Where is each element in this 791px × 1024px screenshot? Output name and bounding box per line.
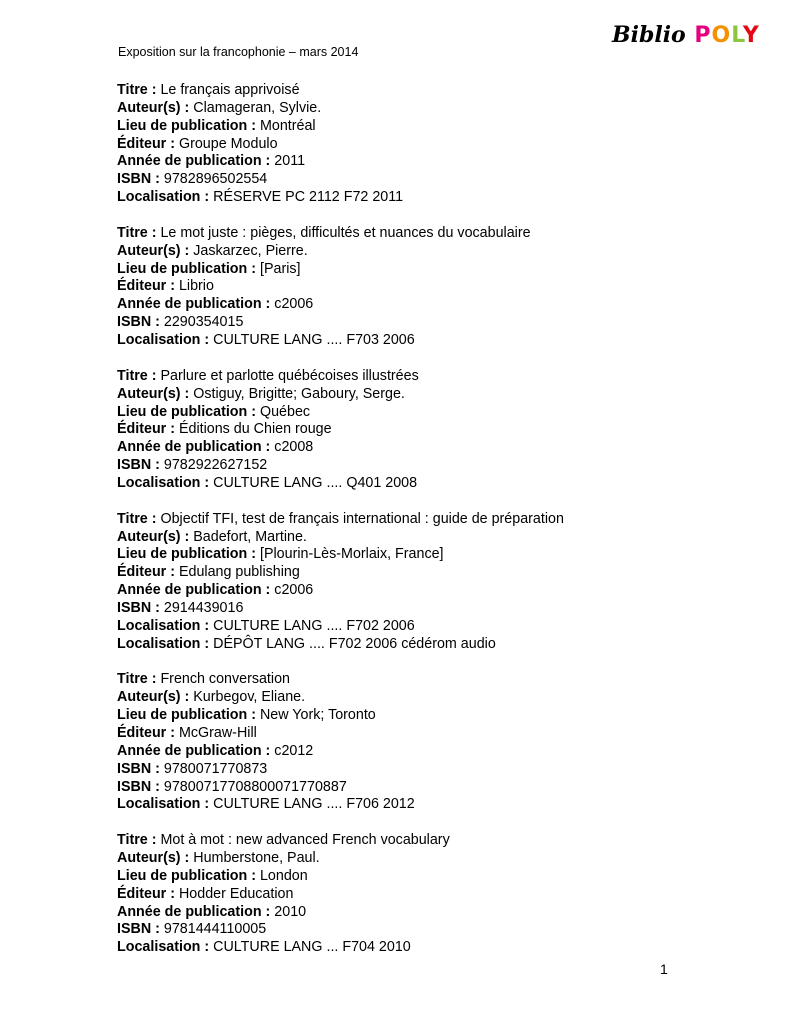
entry-field (117, 796, 757, 814)
page-number: 1 (660, 961, 668, 977)
entry-field (117, 118, 757, 136)
entry-field (117, 904, 757, 922)
entry-field (117, 368, 757, 386)
field-label: Localisation : (117, 939, 210, 956)
entry-field (117, 707, 757, 725)
entry-field (117, 725, 757, 743)
field-label: Localisation : (117, 617, 210, 634)
field-value: Québec (259, 403, 311, 420)
field-value: Edulang publishing (178, 564, 300, 581)
field-label: Auteur(s) : (117, 385, 190, 402)
book-entry (117, 671, 757, 814)
entry-field (117, 921, 757, 939)
entry-field (117, 136, 757, 154)
book-entry (117, 832, 757, 957)
field-value: RÉSERVE PC 2112 F72 2011 (213, 189, 404, 206)
logo-poly-letter: P (694, 23, 712, 48)
field-label: Lieu de publication : (117, 260, 256, 277)
entry-field (117, 779, 757, 797)
field-label: Titre : (117, 82, 157, 98)
field-value: CULTURE LANG .... F702 2006 (213, 617, 415, 634)
entry-field (117, 886, 757, 904)
field-label: Lieu de publication : (117, 403, 256, 420)
field-value: 2010 (274, 903, 307, 920)
field-label: Éditeur : (117, 885, 175, 902)
field-label: Titre : (117, 510, 157, 527)
entry-field (117, 439, 757, 457)
field-label: Auteur(s) : (117, 850, 190, 867)
field-value: Librio (178, 278, 214, 295)
field-value: 9782896502554 (163, 171, 268, 188)
field-value: c2012 (274, 742, 314, 759)
field-value: c2006 (274, 582, 314, 599)
field-label: Lieu de publication : (117, 867, 256, 884)
field-label: Année de publication : (117, 582, 271, 599)
entry-field (117, 636, 757, 654)
field-value: [Plourin-Lès-Morlaix, France] (259, 546, 444, 563)
field-label: Année de publication : (117, 153, 271, 170)
field-value: c2006 (274, 296, 314, 313)
entry-field (117, 100, 757, 118)
field-label: Lieu de publication : (117, 707, 256, 724)
field-label: Année de publication : (117, 296, 271, 313)
bibliopoly-logo (612, 22, 760, 50)
field-label: Lieu de publication : (117, 546, 256, 563)
field-value: Le français apprivoisé (160, 82, 300, 98)
field-label: Auteur(s) : (117, 528, 190, 545)
entry-field (117, 332, 757, 350)
field-value: 97800717708800071770887 (163, 778, 347, 795)
entry-field (117, 939, 757, 957)
field-value: [Paris] (259, 260, 301, 277)
field-value: DÉPÔT LANG .... F702 2006 cédérom audio (213, 635, 496, 652)
document-header: Exposition sur la francophonie – mars 2014 (118, 45, 359, 59)
field-value: Hodder Education (178, 885, 294, 902)
entry-field (117, 314, 757, 332)
field-value: London (259, 867, 308, 884)
field-label: Lieu de publication : (117, 117, 256, 134)
entry-field (117, 743, 757, 761)
field-value: Clamageran, Sylvie. (193, 99, 322, 116)
field-value: Jaskarzec, Pierre. (193, 242, 308, 259)
field-label: ISBN : (117, 921, 160, 938)
field-label: Localisation : (117, 796, 210, 813)
field-label: Localisation : (117, 331, 210, 348)
field-value: 2914439016 (163, 599, 244, 616)
entry-field (117, 582, 757, 600)
field-value: 9782922627152 (163, 457, 268, 474)
field-label: Localisation : (117, 189, 210, 206)
entry-field (117, 511, 757, 529)
field-label: ISBN : (117, 778, 160, 795)
entry-field (117, 171, 757, 189)
field-value: Le mot juste : pièges, difficultés et nuances du vocabulaire (160, 224, 531, 241)
field-label: Localisation : (117, 635, 210, 652)
field-label: Titre : (117, 671, 157, 688)
book-entry (117, 82, 757, 207)
field-value: 2290354015 (163, 314, 244, 331)
field-label: Titre : (117, 832, 157, 849)
entry-field (117, 761, 757, 779)
field-label: Éditeur : (117, 421, 175, 438)
book-entry (117, 225, 757, 350)
field-label: Éditeur : (117, 135, 175, 152)
field-label: Éditeur : (117, 725, 175, 741)
field-value: Éditions du Chien rouge (178, 421, 332, 438)
field-value: McGraw-Hill (178, 725, 257, 741)
entry-field (117, 386, 757, 404)
field-value: Parlure et parlotte québécoises illustrées (160, 367, 419, 384)
field-label: ISBN : (117, 457, 160, 474)
entry-field (117, 82, 757, 100)
entry-field (117, 618, 757, 636)
field-value: Kurbegov, Eliane. (193, 689, 306, 706)
logo-poly-letter: Y (742, 23, 760, 48)
field-value: CULTURE LANG .... F706 2012 (213, 796, 415, 813)
field-value: 9781444110005 (163, 921, 267, 938)
entry-field (117, 671, 757, 689)
field-value: Ostiguy, Brigitte; Gaboury, Serge. (193, 385, 405, 402)
entry-field (117, 850, 757, 868)
entry-field (117, 153, 757, 171)
field-value: Humberstone, Paul. (193, 850, 320, 867)
entry-field (117, 189, 757, 207)
field-value: Mot à mot : new advanced French vocabulary (160, 832, 450, 849)
logo-poly-letter: L (731, 23, 743, 48)
book-entry (117, 511, 757, 654)
entry-field (117, 600, 757, 618)
entry-field (117, 278, 757, 296)
field-value: French conversation (160, 671, 290, 688)
field-value: 9780071770873 (163, 760, 268, 777)
field-label: ISBN : (117, 171, 160, 188)
entry-field (117, 421, 757, 439)
field-label: Éditeur : (117, 278, 175, 295)
field-label: Année de publication : (117, 742, 271, 759)
entry-field (117, 689, 757, 707)
entry-field (117, 475, 757, 493)
field-label: ISBN : (117, 760, 160, 777)
field-value: CULTURE LANG .... F703 2006 (213, 331, 415, 348)
field-value: CULTURE LANG ... F704 2010 (213, 939, 411, 956)
field-label: Année de publication : (117, 439, 271, 456)
logo-biblio-text: Biblio (612, 22, 686, 48)
field-value: Objectif TFI, test de français international : guide de préparation (160, 510, 564, 527)
entry-field (117, 404, 757, 422)
entry-field (117, 225, 757, 243)
field-label: Localisation : (117, 474, 210, 491)
entry-field (117, 457, 757, 475)
field-label: ISBN : (117, 599, 160, 616)
entry-field (117, 261, 757, 279)
entry-field (117, 529, 757, 547)
field-value: CULTURE LANG .... Q401 2008 (213, 474, 418, 491)
entry-field (117, 296, 757, 314)
field-label: Auteur(s) : (117, 242, 190, 259)
field-label: Auteur(s) : (117, 99, 190, 116)
entry-field (117, 868, 757, 886)
field-label: Éditeur : (117, 564, 175, 581)
logo-poly-letter: O (711, 23, 732, 48)
field-value: New York; Toronto (259, 707, 376, 724)
logo-poly-text (686, 23, 760, 48)
entry-field (117, 243, 757, 261)
entry-field (117, 546, 757, 564)
field-label: Auteur(s) : (117, 689, 190, 706)
field-value: c2008 (274, 439, 314, 456)
field-label: Titre : (117, 224, 157, 241)
book-entry (117, 368, 757, 493)
field-label: Année de publication : (117, 903, 271, 920)
bibliography-list (117, 82, 757, 975)
field-value: 2011 (274, 153, 306, 170)
field-label: Titre : (117, 367, 157, 384)
field-value: Badefort, Martine. (193, 528, 307, 545)
field-label: ISBN : (117, 314, 160, 331)
entry-field (117, 564, 757, 582)
field-value: Montréal (259, 117, 316, 134)
field-value: Groupe Modulo (178, 135, 278, 152)
entry-field (117, 832, 757, 850)
